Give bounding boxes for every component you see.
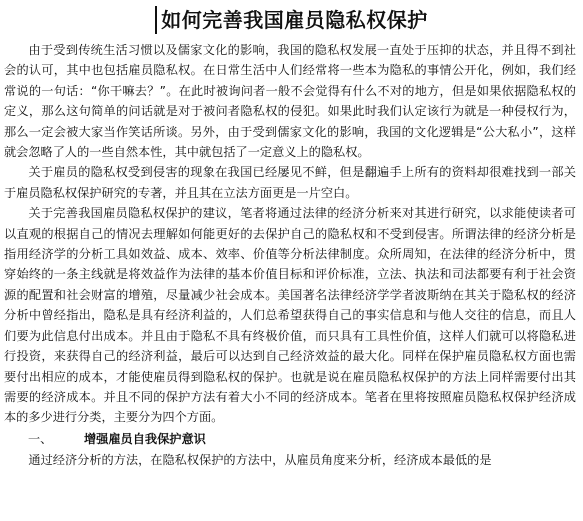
paragraph: 由于受到传统生活习惯以及儒家文化的影响，我国的隐私权发展一直处于压抑的状态，并且得不到社会的认可，其中也包括雇员隐私权。在日常生活中人们经常将一些本为隐私的事情公开化，例如，我们经常说的一句话：“你干嘛去？”。在此时被询问者一般不会觉得有什么不对的地方，但是如果依据隐私权的定义，那么这句简单的问话就是对于被问者隐私权的侵犯。如果此时我们认定该行为就是一种侵权行为，那么一定会被大家当作笑话所谈。另外，由于受到儒家文化的影响，我国的文化逻辑是“公大私小”，这样就会忽略了人的一些自然本性，其中就包括了一定意义上的隐私权。 — [4, 43, 576, 160]
paragraph: 关于完善我国雇员隐私权保护的建议，笔者将通过法律的经济分析来对其进行研究，以求能使读者可以直观的根据自己的情况去理解如何能更好的去保护自己的隐私权和不受到侵害。所谓法律的经济分析是指用经济学的分析工具如效益、成本、效率、价值等分析法律制度。众所周知，在法律的经济分析中，贯穿始终的一条主线就是将效益作为法律的基本价值目标和评价标准，立法、执法和司法都要有利于社会资源的配置和社会财富的增殖，尽量减少社会成本。美国著名法律经济学学者波斯纳在其关于隐私权的经济分析中曾经指出，隐私是具有经济利益的，人们总希望获得自己的事实信息和与他人交往的信息，而且人们要为此信息付出成本。并且由于隐私不具有终极价值，而只具有工具性价值，这样人们就可以将隐私进行投资，来获得自己的经济利益，最后可以达到自己经济效益的最大化。同样在保护雇员隐私权方面也需要付出相应的成本，才能使雇员得到隐私权的保护。也就是说在雇员隐私权保护的方法上同样需要付出其需要的经济成本。并且不同的保护方法有着大小不同的经济成本。笔者在里将按照雇员隐私权保护经济成本的多少进行分类，主要分为四个方面。 — [4, 206, 576, 425]
paragraph: 通过经济分析的方法，在隐私权保护的方法中，从雇员角度来分析，经济成本最低的是 — [28, 452, 492, 467]
section-number: 一、 — [28, 431, 53, 446]
section-heading — [4, 428, 576, 450]
paragraph: 关于雇员的隐私权受到侵害的现象在我国已经屡见不鲜，但是翻遍手上所有的资料却很难找到一部关于雇员隐私权保护研究的专著，并且其在立法方面更是一片空白。 — [4, 165, 576, 200]
document-body — [4, 40, 576, 470]
document-title: 如何完善我国雇员隐私权保护 — [155, 6, 428, 34]
section-heading-text: 增强雇员自我保护意识 — [84, 431, 206, 446]
title-area — [0, 6, 583, 34]
